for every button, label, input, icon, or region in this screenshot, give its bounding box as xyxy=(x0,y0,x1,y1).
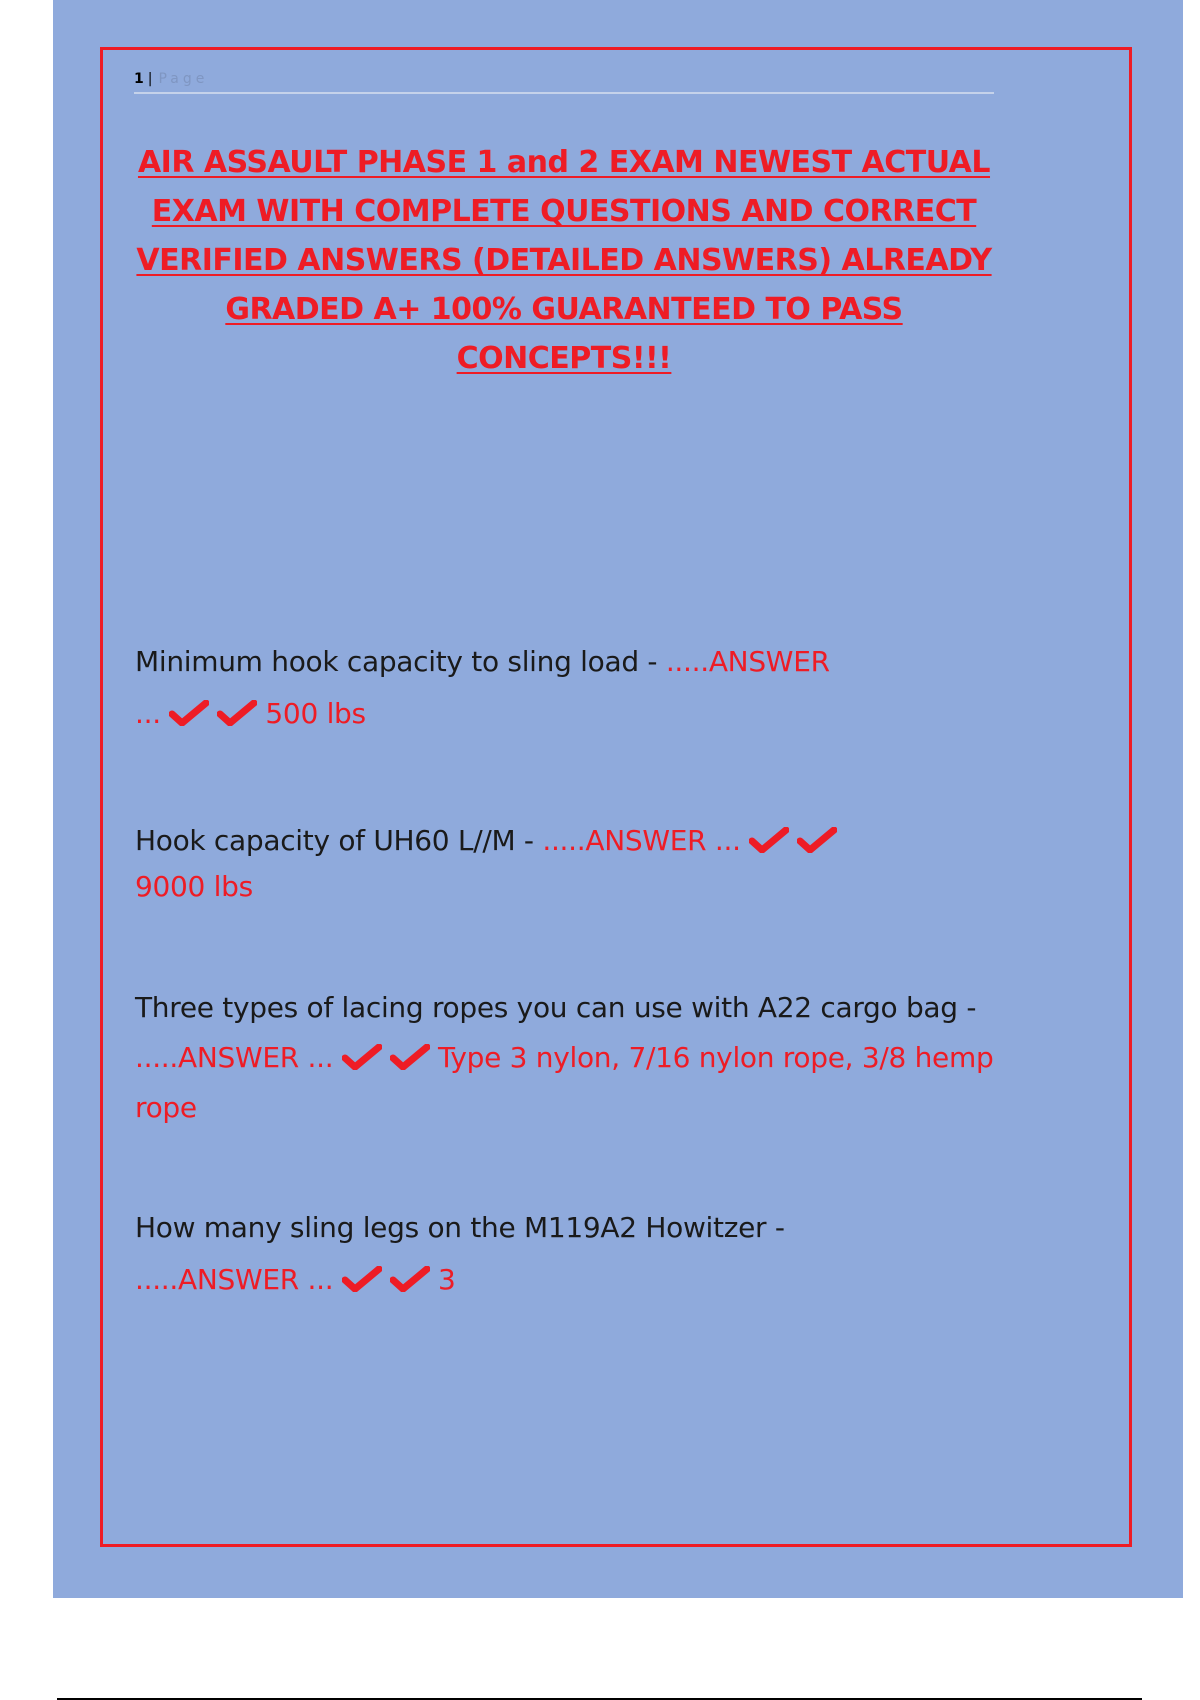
checkmark-icon xyxy=(217,700,257,726)
answer-text: 3 xyxy=(437,1263,456,1296)
page-header xyxy=(134,70,994,94)
checkmark-icon xyxy=(169,700,209,726)
checkmark-icon xyxy=(749,827,789,853)
page-label: Page xyxy=(158,71,209,87)
answer-ellipsis: ... xyxy=(307,1263,334,1296)
answer-text: 500 lbs xyxy=(265,697,366,730)
answer-prefix: .....ANSWER xyxy=(135,1263,299,1296)
page-number: 1 xyxy=(134,71,144,87)
question-text: Three types of lacing ropes you can use with A22 cargo bag - xyxy=(135,991,977,1024)
qa-item-3 xyxy=(135,983,995,1133)
qa-item-2 xyxy=(135,818,995,910)
answer-prefix: .....ANSWER xyxy=(542,824,707,857)
answer-prefix: .....ANSWER xyxy=(665,645,830,678)
answer-ellipsis: ... xyxy=(135,697,161,730)
answer-ellipsis: ... xyxy=(307,1041,334,1074)
qa-item-4 xyxy=(135,1202,995,1306)
checkmark-icon xyxy=(390,1044,430,1070)
answer-text: Type 3 nylon, 7/16 nylon rope, 3/8 hemp rope xyxy=(135,1041,994,1124)
question-text: Hook capacity of UH60 L//M - xyxy=(135,824,543,857)
question-text: Minimum hook capacity to sling load - xyxy=(135,645,666,678)
checkmark-icon xyxy=(342,1044,382,1070)
answer-text: 9000 lbs xyxy=(135,870,253,903)
document-title: AIR ASSAULT PHASE 1 and 2 EXAM NEWEST ACTUAL EXAM WITH COMPLETE QUESTIONS AND CORRECT VERIFIED ANSWERS (DETAILED ANSWERS) ALREADY GRADED A+ 100% GUARANTEED TO PASS CONCEPTS!!! xyxy=(136,145,992,376)
question-text: How many sling legs on the M119A2 Howitzer - xyxy=(135,1211,785,1244)
page-separator: | xyxy=(147,71,153,87)
qa-item-1 xyxy=(135,636,995,740)
checkmark-icon xyxy=(342,1266,382,1292)
answer-ellipsis: ... xyxy=(714,824,741,857)
checkmark-icon xyxy=(797,827,837,853)
answer-prefix: .....ANSWER xyxy=(135,1041,299,1074)
checkmark-icon xyxy=(390,1266,430,1292)
